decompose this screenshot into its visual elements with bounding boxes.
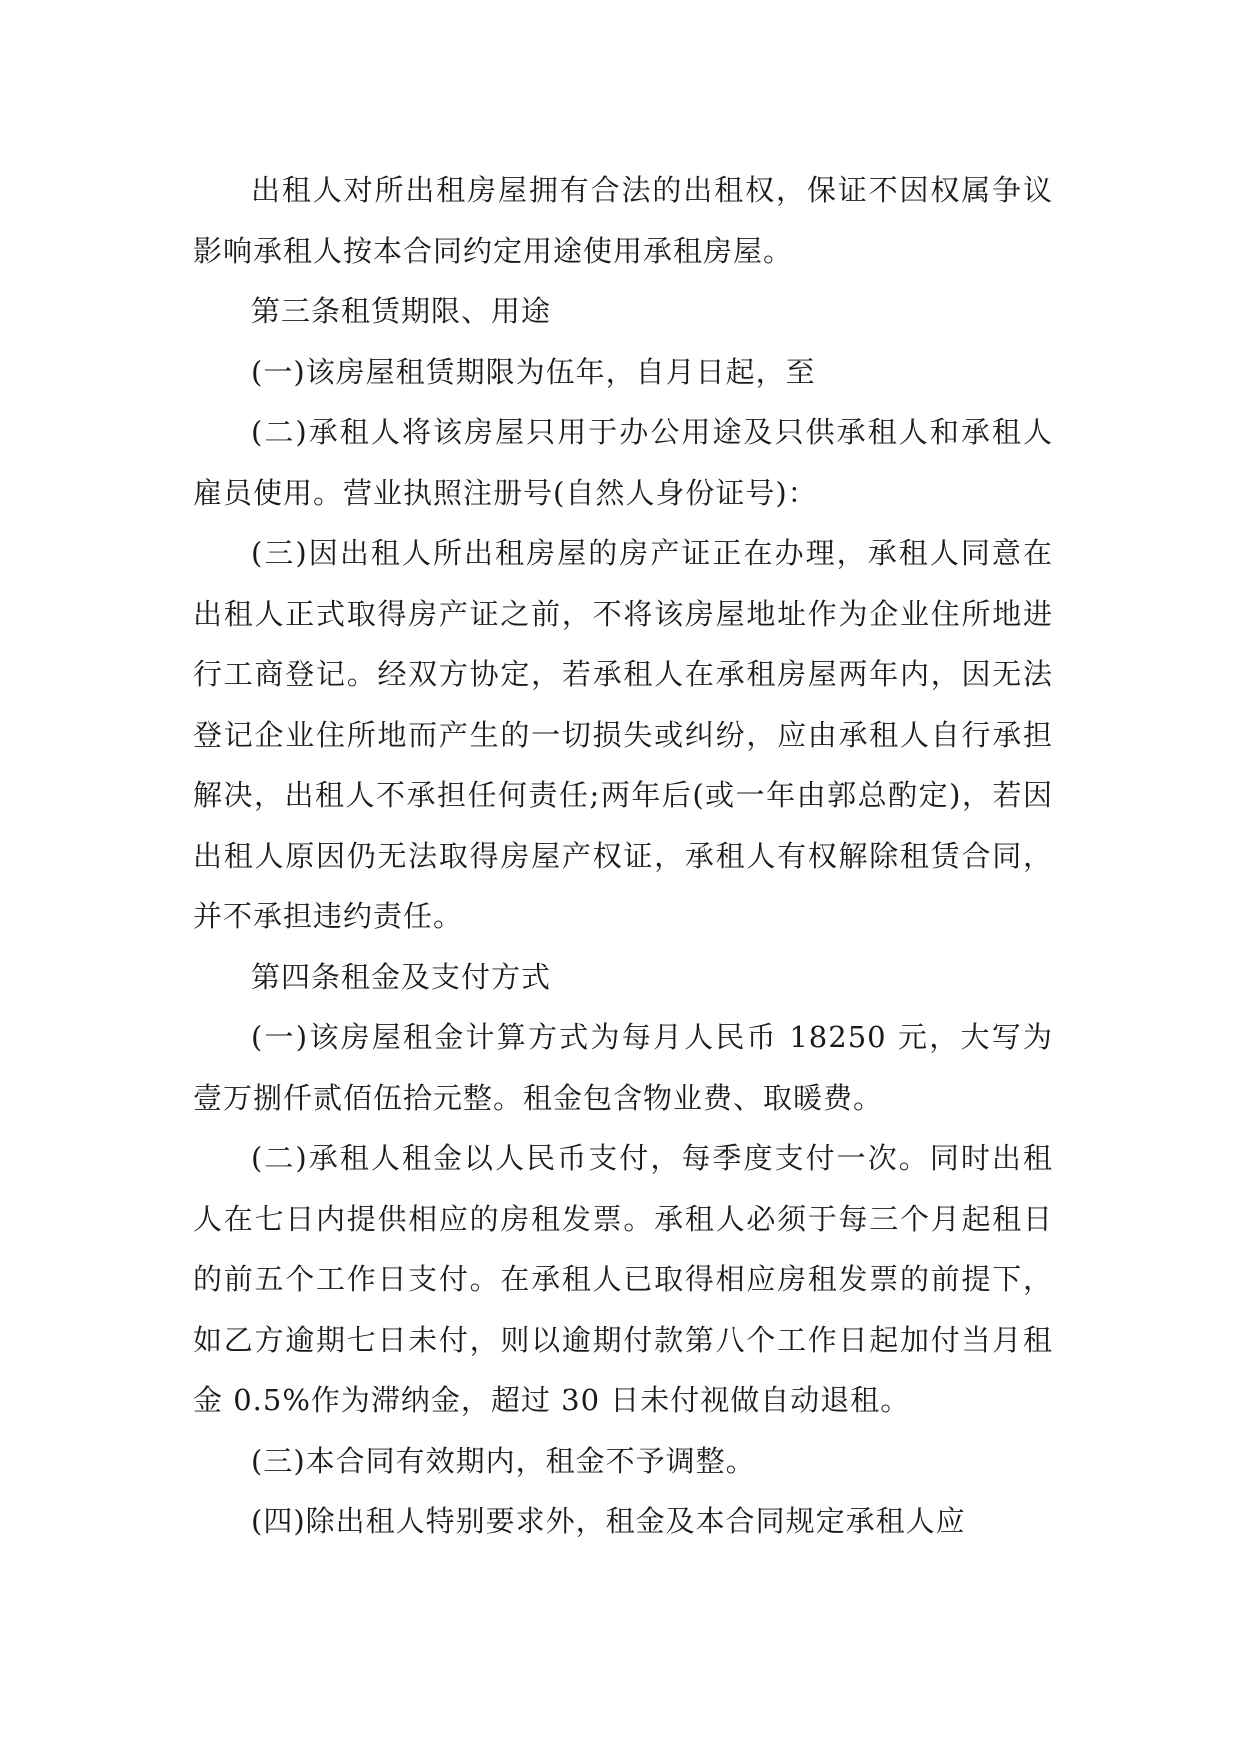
paragraph-rent-adjustment: (三)本合同有效期内，租金不予调整。 (251, 1443, 756, 1478)
paragraph-special-requirements: (四)除出租人特别要求外，租金及本合同规定承租人应 (251, 1504, 966, 1538)
paragraph-lease-term: (一)该房屋租赁期限为伍年，自月日起，至 (251, 354, 816, 389)
paragraph-rent-amount: (一)该房屋租金计算方式为每月人民币 18250 元，大写为壹万捌仟贰佰伍拾元整。租金包含物业费、取暖费。 (193, 1020, 1053, 1115)
document-body (193, 160, 1053, 1552)
paragraph-payment-terms: (二)承租人租金以人民币支付，每季度支付一次。同时出租人在七日内提供相应的房租发票。承租人必须于每三个月起租日的前五个工作日支付。在承租人已取得相应房租发票的前提下，如乙方逾期七日未付，则以逾期付款第八个工作日起加付当月租金 0.5%作为滞纳金，超过 30 日未付视做自动退租。 (193, 1141, 1053, 1417)
paragraph-usage: (二)承租人将该房屋只用于办公用途及只供承租人和承租人雇员使用。营业执照注册号(自然人身份证号)： (193, 415, 1053, 510)
heading-article-4: 第四条租金及支付方式 (251, 959, 552, 994)
paragraph-property-certificate: (三)因出租人所出租房屋的房产证正在办理，承租人同意在出租人正式取得房产证之前，不将该房屋地址作为企业住所地进行工商登记。经双方协定，若承租人在承租房屋两年内，因无法登记企业住所地而产生的一切损失或纠纷，应由承租人自行承担解决，出租人不承担任何责任;两年后(或一年由郭总酌定)，若因出租人原因仍无法取得房屋产权证，承租人有权解除租赁合同，并不承担违约责任。 (193, 536, 1053, 933)
paragraph-landlord-warranty: 出租人对所出租房屋拥有合法的出租权，保证不因权属争议影响承租人按本合同约定用途使用承租房屋。 (193, 173, 1053, 268)
heading-article-3: 第三条租赁期限、用途 (251, 294, 552, 328)
